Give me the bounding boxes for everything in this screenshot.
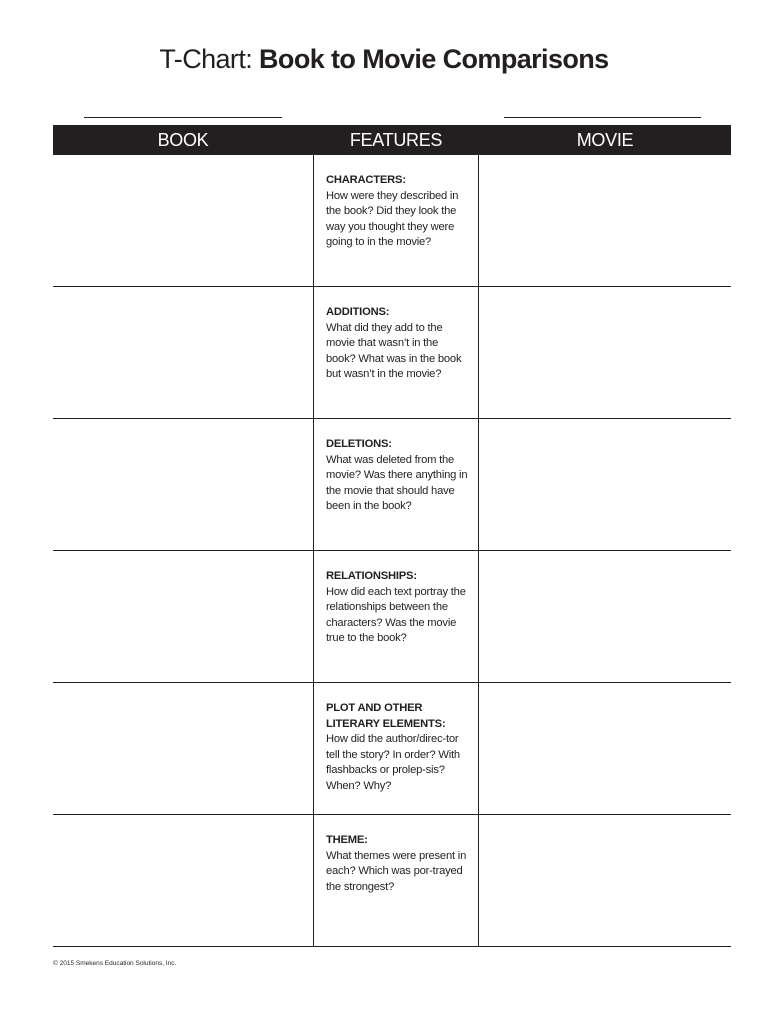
header-row — [53, 125, 731, 155]
feature-title: THEME: — [326, 834, 368, 846]
feature-description: How did the author/direc-tor tell the story? In order? With flashbacks or prolep-sis? When? Why? — [326, 733, 460, 792]
feature-cell — [313, 419, 479, 550]
feature-title: CHARACTERS: — [326, 174, 406, 186]
feature-cell — [313, 683, 479, 814]
page-title — [0, 40, 768, 78]
feature-cell — [313, 551, 479, 682]
book-answer-cell[interactable] — [53, 419, 313, 550]
feature-title: PLOT AND OTHER LITERARY ELEMENTS: — [326, 702, 446, 730]
feature-description: What was deleted from the movie? Was there anything in the movie that should have been in the book? — [326, 453, 468, 512]
book-answer-cell[interactable] — [53, 155, 313, 286]
t-chart-table — [53, 125, 731, 947]
title-main: Book to Movie Comparisons — [259, 44, 609, 74]
movie-answer-cell[interactable] — [479, 683, 731, 814]
table-row — [53, 287, 731, 419]
feature-description: How did each text portray the relationships between the characters? Was the movie true to the book? — [326, 585, 466, 644]
table-row — [53, 683, 731, 815]
header-features: FEATURES — [349, 130, 443, 150]
movie-title-line — [504, 117, 701, 118]
movie-answer-cell[interactable] — [479, 419, 731, 550]
feature-description: What did they add to the movie that wasn’t in the book? What was in the book but wasn’t in the movie? — [326, 321, 462, 380]
table-row — [53, 551, 731, 683]
book-title-line — [84, 117, 282, 118]
header-movie: MOVIE — [576, 130, 634, 150]
movie-answer-cell[interactable] — [479, 551, 731, 682]
book-answer-cell[interactable] — [53, 683, 313, 814]
movie-answer-cell[interactable] — [479, 287, 731, 418]
table-row — [53, 419, 731, 551]
feature-title: DELETIONS: — [326, 438, 392, 450]
feature-title: ADDITIONS: — [326, 306, 390, 318]
movie-answer-cell[interactable] — [479, 815, 731, 946]
movie-answer-cell[interactable] — [479, 155, 731, 286]
book-answer-cell[interactable] — [53, 815, 313, 946]
book-answer-cell[interactable] — [53, 551, 313, 682]
header-book: BOOK — [157, 130, 209, 150]
book-answer-cell[interactable] — [53, 287, 313, 418]
feature-cell — [313, 815, 479, 946]
feature-description: How were they described in the book? Did they look the way you thought they were going to in the movie? — [326, 189, 459, 248]
table-row — [53, 155, 731, 287]
feature-description: What themes were present in each? Which was por-trayed the strongest? — [326, 849, 467, 893]
feature-cell — [313, 155, 479, 286]
copyright-notice: © 2015 Smekens Education Solutions, Inc. — [53, 960, 177, 967]
table-row — [53, 815, 731, 947]
feature-cell — [313, 287, 479, 418]
feature-title: RELATIONSHIPS: — [326, 570, 417, 582]
title-prefix: T-Chart: — [159, 44, 260, 74]
